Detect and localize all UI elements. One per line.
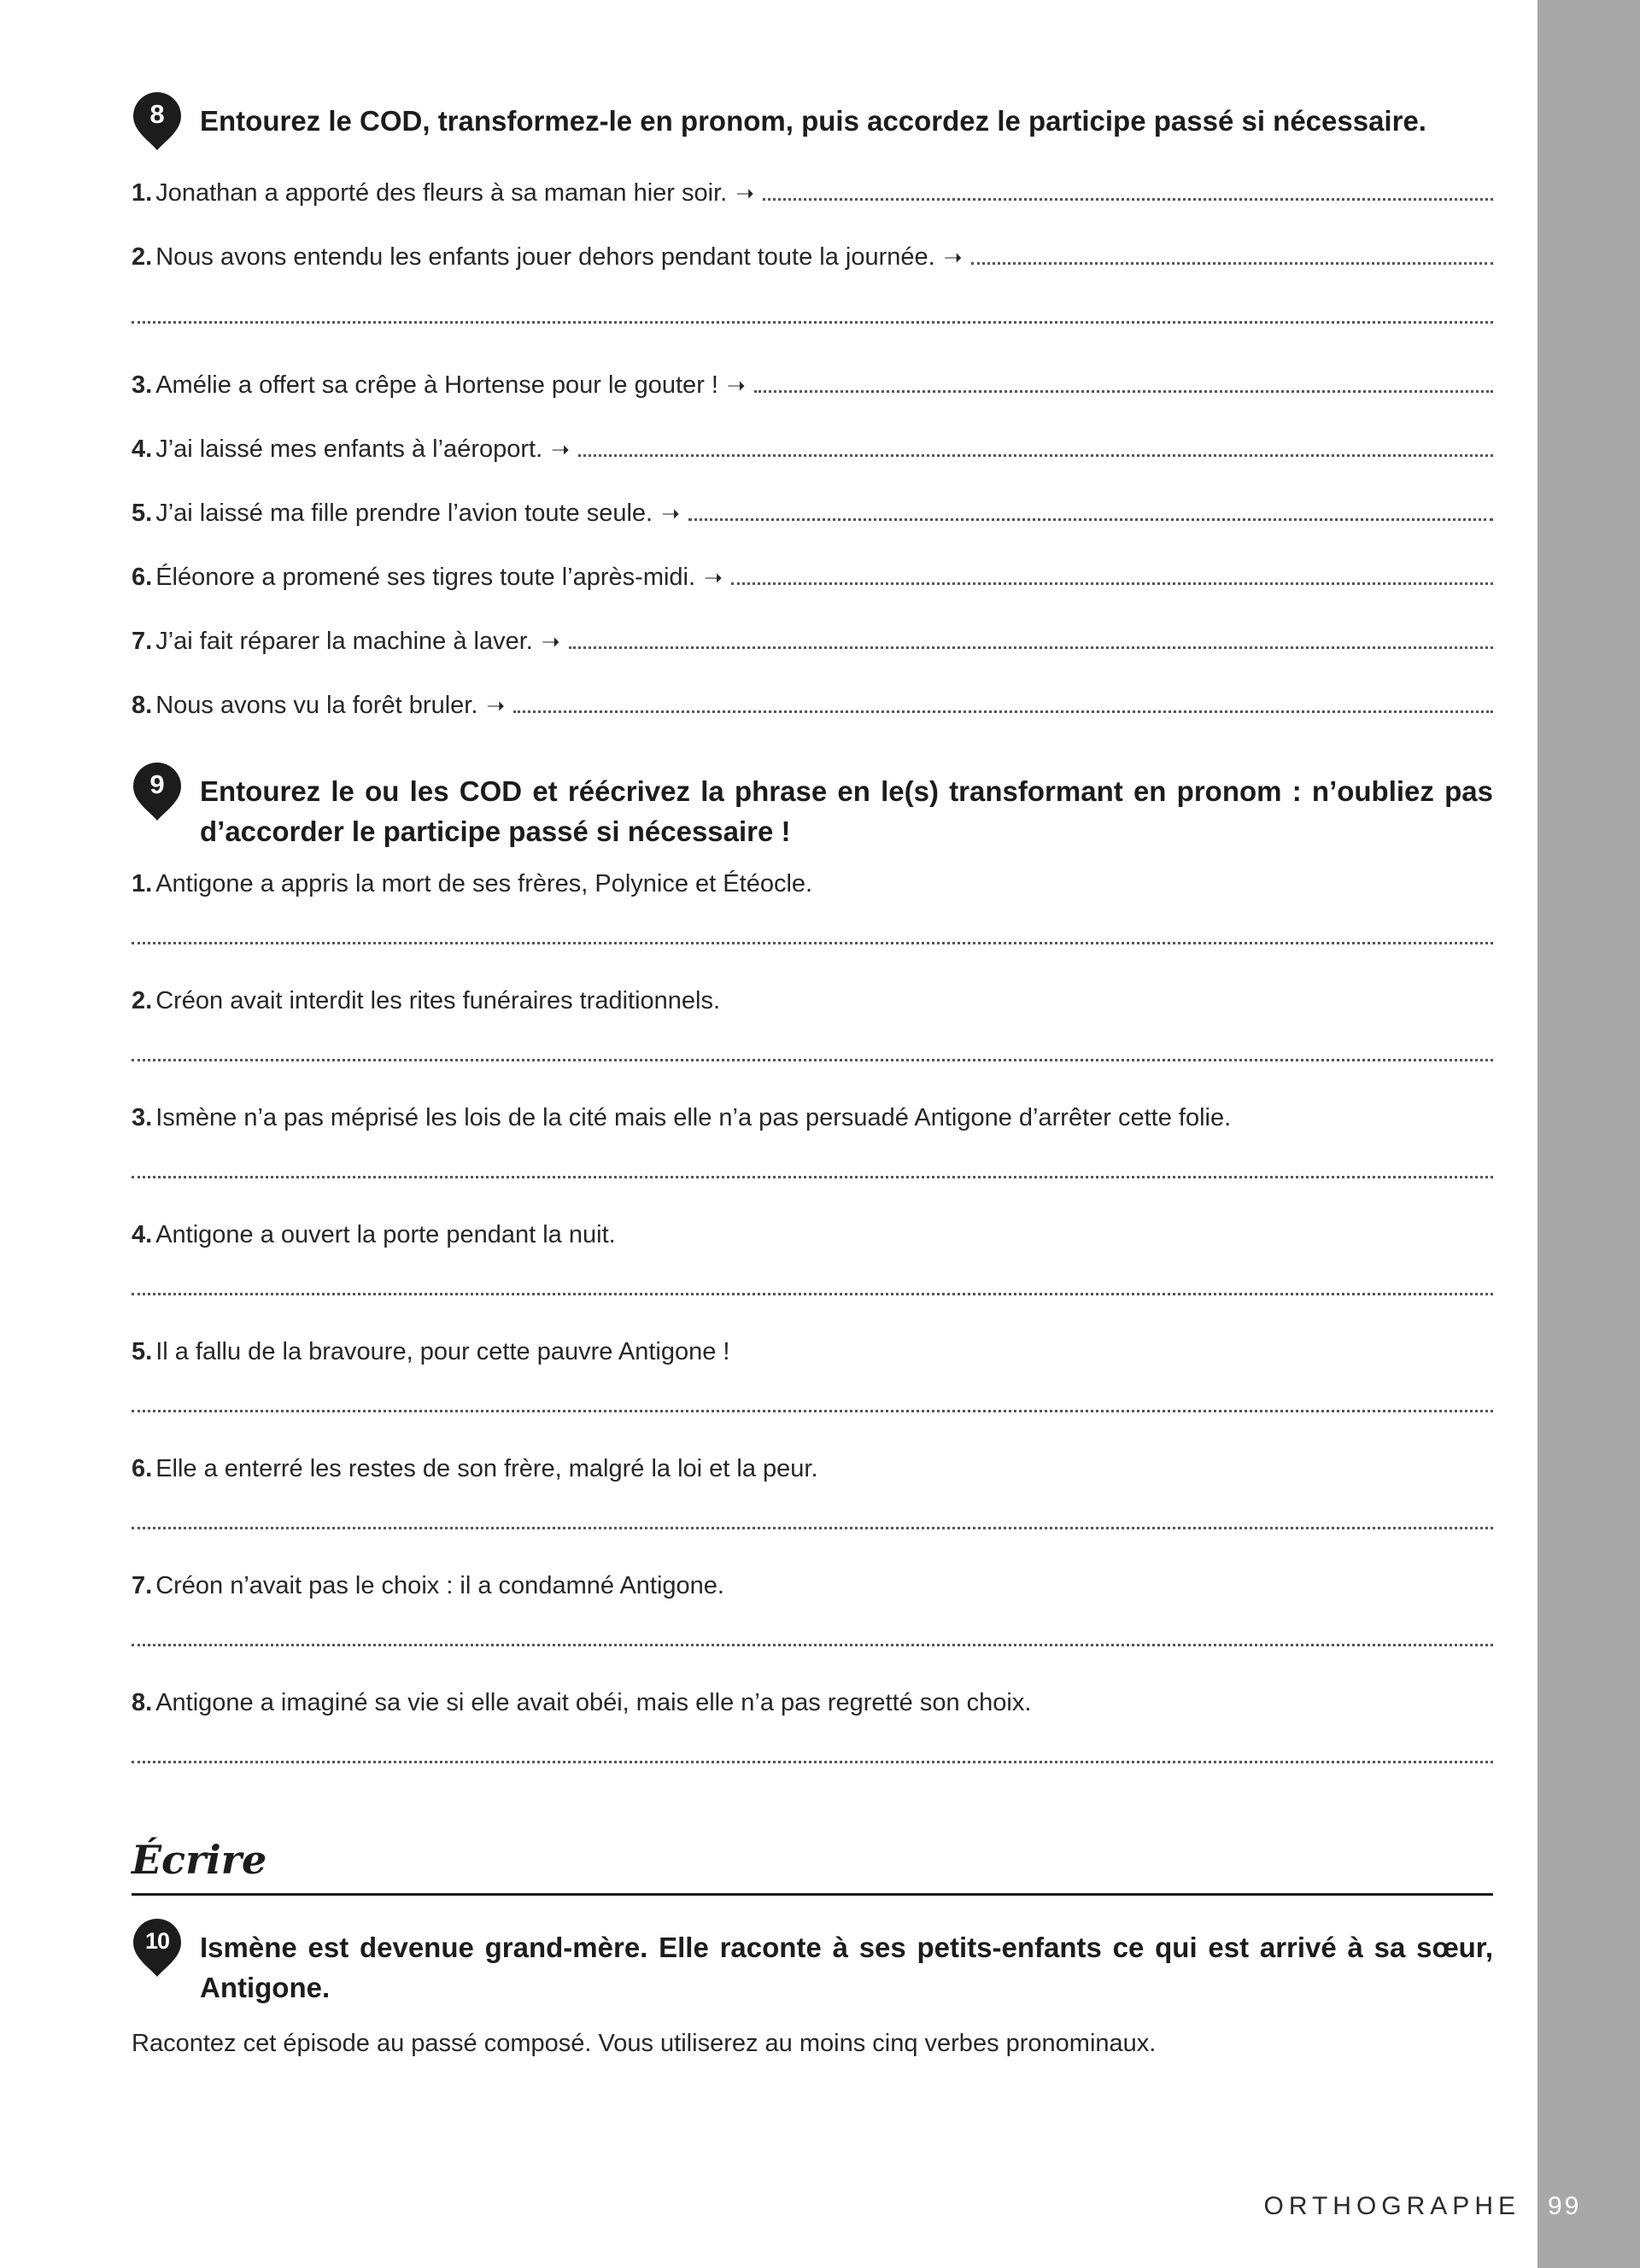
question-text: Il a fallu de la bravoure, pour cette pauvre Antigone !	[155, 1338, 730, 1365]
question-text: Antigone a imaginé sa vie si elle avait obéi, mais elle n’a pas regretté son choix.	[155, 1689, 1032, 1716]
answer-line[interactable]	[578, 435, 1493, 457]
arrow-icon: ➝	[551, 436, 570, 462]
question-text: Éléonore a promené ses tigres toute l’après-midi.	[155, 564, 696, 591]
question-text: Jonathan a apporté des fleurs à sa maman hier soir.	[155, 179, 728, 207]
answer-line[interactable]	[731, 564, 1493, 585]
exercise-number-badge	[132, 92, 191, 152]
exercise-8-title: Entourez le COD, transformez-le en pronom, puis accordez le participe passé si nécessaire.	[200, 105, 1426, 137]
answer-line[interactable]	[132, 1135, 1493, 1216]
arrow-icon: ➝	[541, 628, 560, 654]
question-text: J’ai fait réparer la machine à laver.	[155, 628, 533, 655]
arrow-icon: ➝	[726, 372, 746, 398]
page-side-bar	[1538, 0, 1640, 2268]
worksheet	[132, 101, 1493, 2060]
exercise-10-instruction: Racontez cet épisode au passé composé. Vous utiliserez au moins cinq verbes pronominaux.	[132, 2030, 1157, 2057]
question-number: 1.	[132, 870, 153, 897]
question-row	[132, 240, 1493, 304]
question-number: 6.	[132, 564, 153, 591]
answer-line[interactable]	[569, 628, 1493, 649]
answer-line[interactable]	[132, 1252, 1493, 1333]
question-row	[132, 496, 1493, 560]
footer-section-label: ORTHOGRAPHE	[1263, 2192, 1520, 2220]
question-number: 2.	[132, 243, 153, 271]
question-row	[132, 560, 1493, 624]
arrow-icon: ➝	[704, 564, 723, 590]
question-text: Ismène n’a pas méprisé les lois de la cité mais elle n’a pas persuadé Antigone d’arrêter cette folie.	[155, 1104, 1232, 1131]
question-text: J’ai laissé ma fille prendre l’avion toute seule.	[155, 500, 653, 527]
answer-line[interactable]	[763, 179, 1493, 201]
answer-line[interactable]	[513, 692, 1493, 713]
question-text: Elle a enterré les restes de son frère, malgré la loi et la peur.	[155, 1455, 818, 1482]
exercise-number: 9	[149, 769, 165, 799]
arrow-icon: ➝	[486, 693, 506, 718]
answer-line[interactable]	[132, 1720, 1493, 1801]
section-rule	[132, 1893, 1493, 1896]
answer-line[interactable]	[971, 243, 1493, 265]
question-number: 8.	[132, 692, 153, 719]
answer-line[interactable]	[754, 371, 1493, 393]
answer-line[interactable]	[132, 1369, 1493, 1450]
exercise-9-title: Entourez le ou les COD et réécrivez la phrase en le(s) transformant en pronom : n’oubliez pas d’accorder le participe passé si nécessaire !	[200, 775, 1493, 847]
exercise-number: 8	[149, 99, 165, 129]
question-row	[132, 176, 1493, 240]
exercise-number-badge	[132, 1919, 191, 1979]
answer-line[interactable]	[132, 1018, 1493, 1099]
question-row	[132, 688, 1493, 752]
question-text: Antigone a appris la mort de ses frères, Polynice et Étéocle.	[155, 870, 813, 897]
question-number: 7.	[132, 628, 153, 655]
question-text: Créon n’avait pas le choix : il a condamné Antigone.	[155, 1572, 724, 1599]
question-row	[132, 984, 1493, 1018]
arrow-icon: ➝	[735, 180, 754, 206]
question-number: 4.	[132, 1221, 153, 1248]
question-number: 5.	[132, 1338, 153, 1365]
exercise-9-header	[132, 771, 1493, 851]
arrow-icon: ➝	[943, 244, 963, 270]
question-number: 6.	[132, 1455, 153, 1482]
question-text: Nous avons entendu les enfants jouer dehors pendant toute la journée.	[155, 243, 935, 271]
page-number: 99	[1548, 2192, 1582, 2220]
exercise-8-header	[132, 101, 1493, 152]
answer-line[interactable]	[132, 1486, 1493, 1567]
question-number: 3.	[132, 1104, 153, 1131]
question-row	[132, 867, 1493, 901]
question-row	[132, 1686, 1493, 1720]
answer-line-continuation[interactable]	[132, 304, 1493, 368]
question-row	[132, 1335, 1493, 1369]
exercise-10-header	[132, 1927, 1493, 2008]
question-number: 4.	[132, 435, 153, 463]
question-text: Créon avait interdit les rites funéraires traditionnels.	[155, 987, 721, 1014]
answer-line[interactable]	[688, 500, 1493, 521]
answer-line[interactable]	[132, 901, 1493, 982]
question-row	[132, 368, 1493, 432]
arrow-icon: ➝	[661, 500, 680, 526]
question-text: J’ai laissé mes enfants à l’aéroport.	[155, 435, 543, 463]
exercise-10-title: Ismène est devenue grand-mère. Elle raconte à ses petits-enfants ce qui est arrivé à sa sœur, Antigone.	[200, 1932, 1493, 2003]
question-number: 5.	[132, 500, 153, 527]
answer-line[interactable]	[132, 1603, 1493, 1684]
question-row	[132, 1452, 1493, 1486]
question-text: Nous avons vu la forêt bruler.	[155, 692, 478, 719]
question-row	[132, 432, 1493, 496]
question-number: 1.	[132, 179, 153, 207]
question-row	[132, 624, 1493, 688]
question-text: Amélie a offert sa crêpe à Hortense pour le gouter !	[155, 371, 718, 399]
question-number: 7.	[132, 1572, 153, 1599]
section-title: Écrire	[132, 1837, 267, 1883]
section-heading	[132, 1827, 1493, 1903]
exercise-number: 10	[144, 1928, 170, 1954]
question-number: 2.	[132, 987, 153, 1014]
question-row	[132, 1101, 1493, 1135]
question-number: 8.	[132, 1689, 153, 1716]
question-row	[132, 1569, 1493, 1603]
question-number: 3.	[132, 371, 153, 399]
exercise-number-badge	[132, 763, 191, 822]
question-text: Antigone a ouvert la porte pendant la nuit.	[155, 1221, 616, 1248]
question-row	[132, 1218, 1493, 1252]
